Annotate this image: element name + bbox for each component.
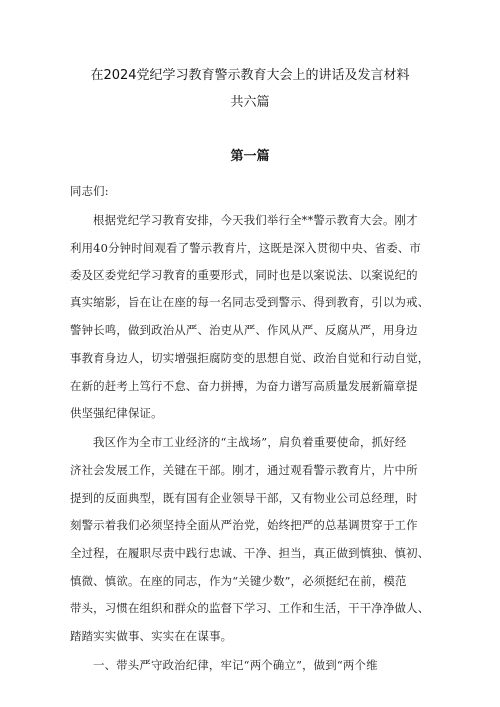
document-subtitle: 共六篇: [230, 95, 270, 110]
section-heading-one: 一、带头严守政治纪律，牢记“两个确立”，做到“两个维: [93, 658, 378, 672]
body-line: 带头，习惯在组织和群众的监督下学习、工作和生活，干干净净做人、: [70, 601, 430, 615]
document-title: 在2024党纪学习教育警示教育大会上的讲话及发言材料: [90, 68, 410, 83]
body-line: 刻警示着我们必须坚持全面从严治党，始终把严的总基调贯穿于工作: [70, 518, 418, 532]
body-line: 委及区委党纪学习教育的重要形式，同时也是以案说法、以案说纪的: [70, 268, 418, 282]
body-line: 全过程，在履职尽责中践行忠诚、干净、担当，真正做到慎独、慎初、: [70, 546, 430, 560]
body-line: 济社会发展工作，关键在干部。刚才，通过观看警示教育片，片中所: [70, 463, 418, 477]
body-line: 我区作为全市工业经济的“主战场”，肩负着重要使命，抓好经: [93, 435, 407, 449]
body-line: 根据党纪学习教育安排，今天我们举行全**警示教育大会。刚才: [93, 213, 418, 227]
body-line: 提到的反面典型，既有国有企业领导干部，又有物业公司总经理，时: [70, 491, 418, 505]
body-line: 真实缩影，旨在让在座的每一名同志受到警示、得到教育，引以为戒、: [70, 295, 430, 309]
body-line: 慎微、慎欲。在座的同志，作为“关键少数”，必须挺纪在前，模范: [70, 574, 407, 588]
salutation: 同志们:: [70, 184, 109, 198]
body-line: 在新的赶考上笃行不怠、奋力拼搏，为奋力谱写高质量发展新篇章提: [70, 379, 418, 393]
body-line: 踏踏实实做事、实实在在谋事。: [70, 629, 233, 643]
body-line: 事教育身边人，切实增强拒腐防变的思想自觉、政治自觉和行动自觉，: [70, 351, 430, 365]
section-heading: 第一篇: [230, 149, 270, 164]
body-line: 警钟长鸣，做到政治从严、治吏从严、作风从严、反腐从严，用身边: [70, 323, 418, 337]
body-line: 利用40分钟时间观看了警示教育片，这既是深入贯彻中央、省委、市: [70, 241, 422, 255]
body-line: 供坚强纪律保证。: [70, 406, 163, 420]
